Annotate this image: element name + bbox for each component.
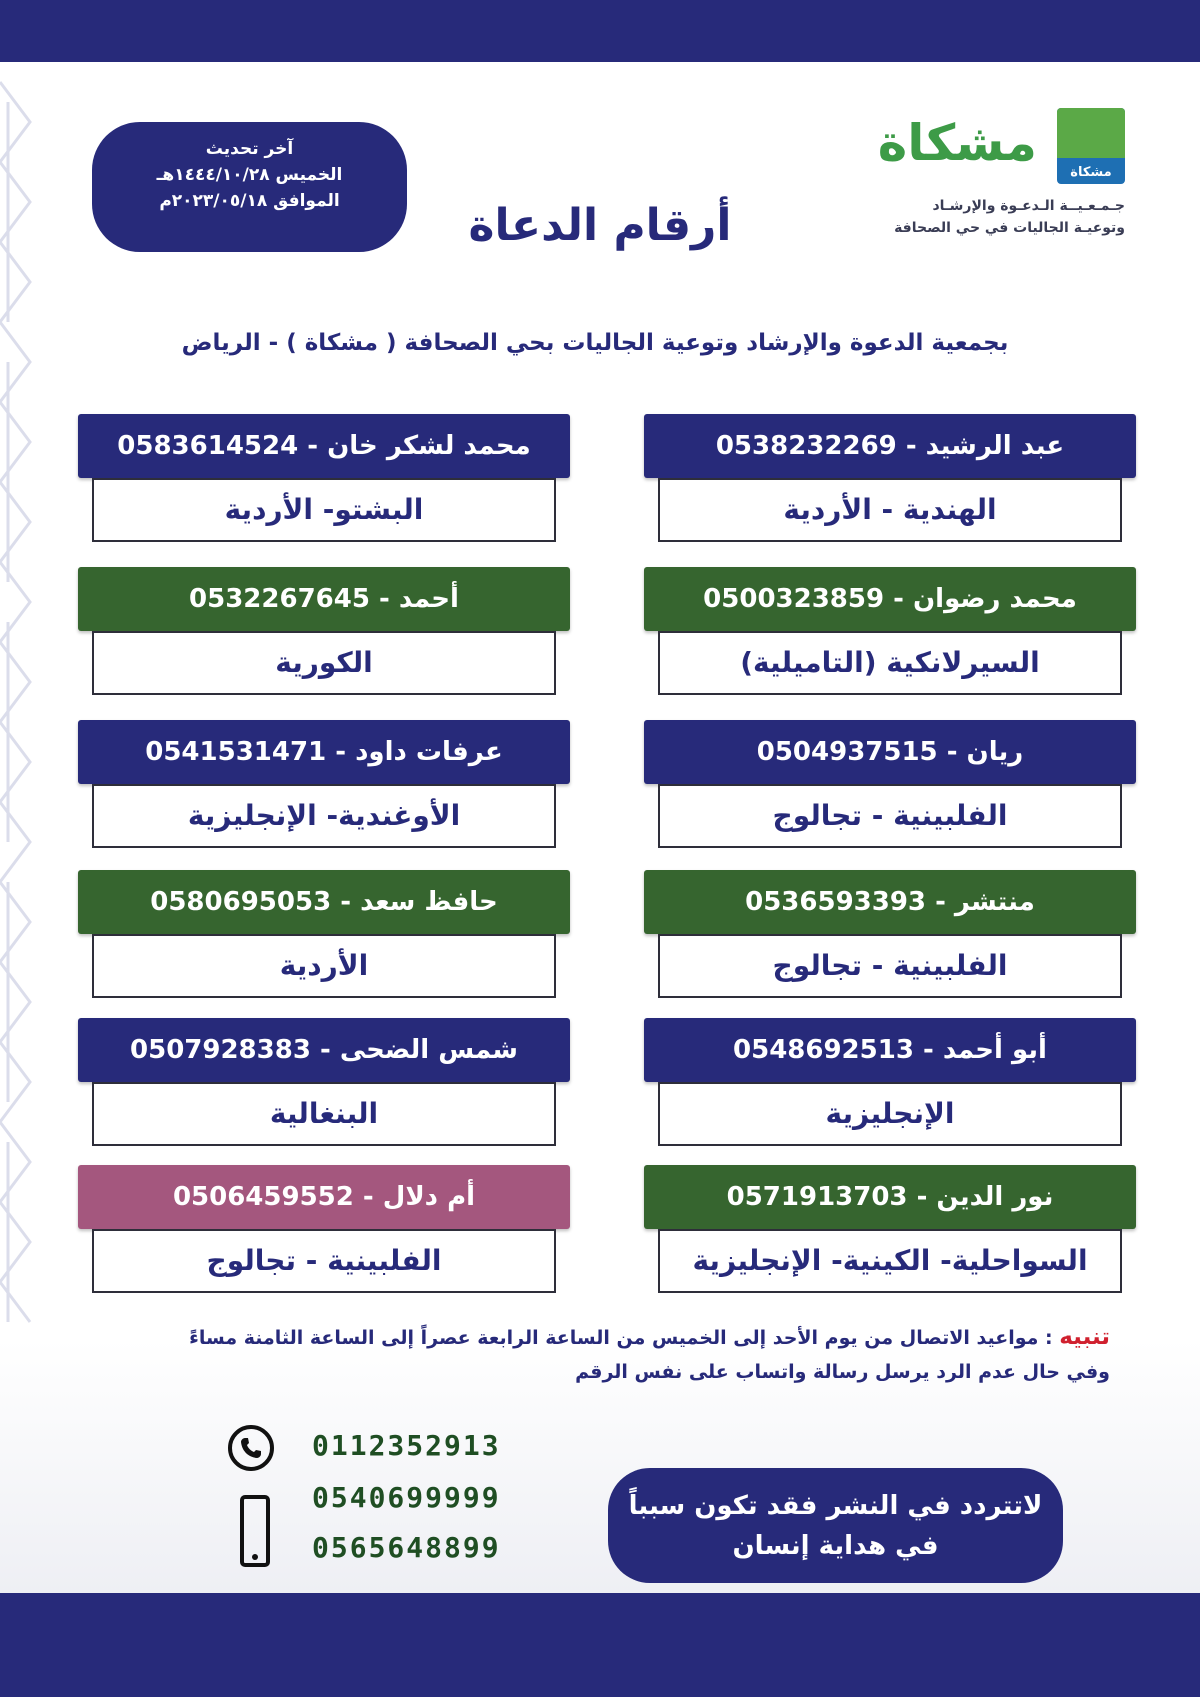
update-gregorian-date: الموافق ٢٠٢٣/٠٥/١٨م <box>159 191 340 211</box>
logo-org-line-1: جـمـعـيــة الـدعـوة والإرشـاد <box>932 198 1125 214</box>
preacher-languages: الفلبينية - تجالوج <box>658 784 1122 848</box>
preacher-languages: الفلبينية - تجالوج <box>658 934 1122 998</box>
preacher-card <box>78 1165 570 1295</box>
preacher-card <box>78 567 570 697</box>
preacher-name-phone[interactable]: ريان - 0504937515 <box>644 720 1136 784</box>
phone-icon <box>228 1425 274 1471</box>
preacher-languages: السواحلية- الكينية- الإنجليزية <box>658 1229 1122 1293</box>
preacher-languages: الهندية - الأردية <box>658 478 1122 542</box>
preacher-languages: الفلبينية - تجالوج <box>92 1229 556 1293</box>
notice-label: تنبيه <box>1059 1324 1110 1350</box>
mishkat-logo <box>865 108 1125 248</box>
last-update-badge <box>92 122 407 252</box>
update-label: آخر تحديث <box>205 139 294 159</box>
preacher-languages: الكورية <box>92 631 556 695</box>
contact-numbers <box>228 1425 528 1575</box>
preacher-card <box>644 720 1136 850</box>
decorative-side-pattern <box>0 62 36 1342</box>
preacher-name-phone[interactable]: أبو أحمد - 0548692513 <box>644 1018 1136 1082</box>
preacher-name-phone[interactable]: شمس الضحى - 0507928383 <box>78 1018 570 1082</box>
logo-emblem <box>1057 108 1125 184</box>
preacher-languages: البنغالية <box>92 1082 556 1146</box>
preacher-card <box>78 720 570 850</box>
preacher-card <box>78 870 570 1000</box>
preacher-name-phone[interactable]: محمد لشكر خان - 0583614524 <box>78 414 570 478</box>
mobile-number-2[interactable]: 0565648899 <box>312 1531 501 1564</box>
share-encouragement-badge <box>608 1468 1063 1583</box>
preacher-languages: الأوغندية- الإنجليزية <box>92 784 556 848</box>
mobile-icon <box>240 1495 270 1567</box>
preacher-languages: البشتو- الأردية <box>92 478 556 542</box>
preacher-name-phone[interactable]: نور الدين - 0571913703 <box>644 1165 1136 1229</box>
logo-org-line-2: وتوعيـة الجاليات في حي الصحافة <box>894 220 1125 236</box>
bottom-band <box>0 1593 1200 1697</box>
logo-emblem-text: مشكاة <box>1070 165 1112 180</box>
top-band <box>0 0 1200 62</box>
preacher-name-phone[interactable]: أم دلال - 0506459552 <box>78 1165 570 1229</box>
landline-number[interactable]: 0112352913 <box>312 1429 501 1462</box>
preacher-card <box>644 567 1136 697</box>
preacher-languages: الإنجليزية <box>658 1082 1122 1146</box>
preacher-card <box>644 414 1136 544</box>
page-title: أرقام الدعاة <box>468 200 732 251</box>
preacher-name-phone[interactable]: منتشر - 0536593393 <box>644 870 1136 934</box>
preacher-name-phone[interactable]: أحمد - 0532267645 <box>78 567 570 631</box>
preacher-card <box>644 1165 1136 1295</box>
update-hijri-date: الخميس ١٤٤٤/١٠/٢٨هـ <box>156 165 343 185</box>
preacher-languages: السيرلانكية (التاميلية) <box>658 631 1122 695</box>
logo-wordmark: مشكاة <box>877 114 1037 172</box>
page-subtitle: بجمعية الدعوة والإرشاد وتوعية الجاليات بحي الصحافة ( مشكاة ) - الرياض <box>181 330 1009 356</box>
mobile-number-1[interactable]: 0540699999 <box>312 1481 501 1514</box>
call-hours-notice <box>120 1320 1110 1389</box>
preacher-card <box>644 870 1136 1000</box>
preacher-card <box>644 1018 1136 1148</box>
preacher-languages: الأردية <box>92 934 556 998</box>
preacher-card <box>78 1018 570 1148</box>
preacher-name-phone[interactable]: محمد رضوان - 0500323859 <box>644 567 1136 631</box>
preacher-card <box>78 414 570 544</box>
notice-line-2: وفي حال عدم الرد يرسل رسالة واتساب على نفس الرقم <box>575 1361 1110 1383</box>
preacher-name-phone[interactable]: عرفات داود - 0541531471 <box>78 720 570 784</box>
cta-line-1: لاتتردد في النشر فقد تكون سبباً <box>628 1491 1043 1521</box>
notice-line-1: : مواعيد الاتصال من يوم الأحد إلى الخميس من الساعة الرابعة عصراً إلى الساعة الثامنة مساءً <box>189 1327 1053 1349</box>
preacher-name-phone[interactable]: عبد الرشيد - 0538232269 <box>644 414 1136 478</box>
preacher-name-phone[interactable]: حافظ سعد - 0580695053 <box>78 870 570 934</box>
cta-line-2: في هداية إنسان <box>732 1531 939 1561</box>
